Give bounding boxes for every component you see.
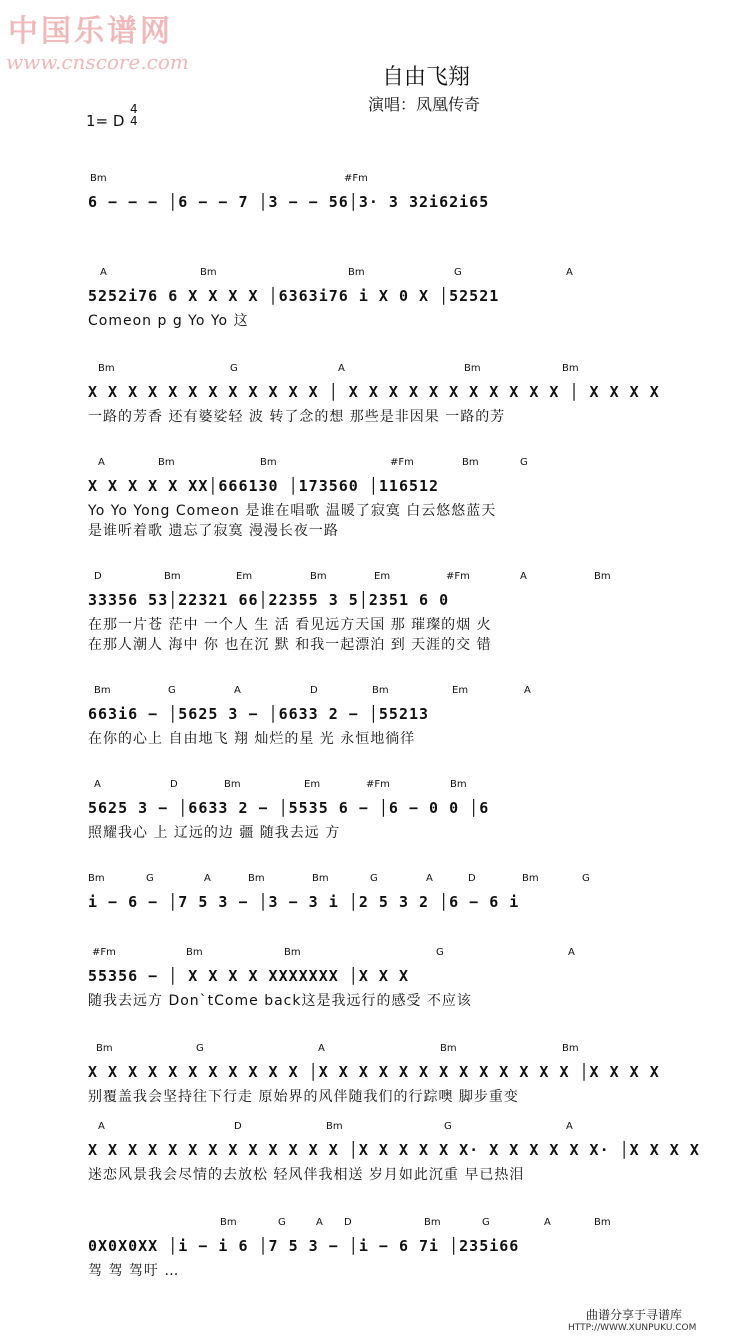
chord: Bm: [200, 267, 217, 278]
singer-credit: 演唱：凤凰传奇: [368, 95, 481, 114]
chord: A: [566, 1121, 573, 1132]
note-line: 663i6 − │5625 3 − │6633 2 − │55213: [88, 705, 430, 723]
chord: #Fm: [366, 779, 390, 790]
score-row: [88, 456, 628, 546]
score-row: [88, 872, 628, 922]
score-row: [88, 1216, 628, 1286]
score-row: [88, 266, 628, 336]
lyric-line: 别覆盖我会坚持往下行走 原始界的风伴随我们的行踪噢 脚步重变: [88, 1089, 519, 1105]
lyric-line: 随我去远方 Don`tCome back这是我远行的感受 不应该: [88, 993, 472, 1009]
chord: #Fm: [344, 173, 368, 184]
chord: Bm: [224, 779, 241, 790]
chord: A: [204, 873, 211, 884]
score-row: [88, 362, 660, 432]
chord: A: [94, 779, 101, 790]
note-line: 55356 − │ X X X X XXXXXXX │X X X: [88, 967, 409, 985]
chord: #Fm: [446, 571, 470, 582]
chord: Bm: [372, 685, 389, 696]
chord: A: [318, 1043, 325, 1054]
chord: A: [426, 873, 433, 884]
chord: G: [436, 947, 444, 958]
chord-line: [88, 684, 628, 698]
chord: A: [524, 685, 531, 696]
lyric-line: Comeon p g Yo Yo 这: [88, 313, 249, 329]
score-row: [88, 1120, 700, 1190]
note-line: X X X X X X X X X X X X X │X X X X X X· X X X X X X· │X X X X: [88, 1141, 700, 1159]
lyric-line: 在你的心上 自由地飞 翔 灿烂的星 光 永恒地徜徉: [88, 731, 416, 747]
time-signature-top: 4: [130, 102, 138, 116]
chord: Bm: [164, 571, 181, 582]
chord: Bm: [158, 457, 175, 468]
note-line: 5625 3 − │6633 2 − │5535 6 − │6 − 0 0 │6: [88, 799, 490, 817]
chord: G: [482, 1217, 490, 1228]
chord: Bm: [88, 873, 105, 884]
lyric-line: Yo Yo Yong Comeon 是谁在唱歌 温暖了寂寞 白云悠悠蓝天: [88, 503, 497, 519]
chord-line: [88, 266, 628, 280]
chord: G: [168, 685, 176, 696]
chord: G: [520, 457, 528, 468]
chord: D: [468, 873, 476, 884]
chord: A: [566, 267, 573, 278]
chord: Bm: [440, 1043, 457, 1054]
watermark-url: www.cnscore.com: [6, 50, 189, 74]
chord-line: [88, 456, 628, 470]
footer-url[interactable]: HTTP://WWW.XUNPUKU.COM: [568, 1323, 697, 1333]
note-line: 0X0X0XX │i − i 6 │7 5 3 − │i − 6 7i │235i66: [88, 1237, 520, 1255]
chord: Bm: [424, 1217, 441, 1228]
chord: A: [568, 947, 575, 958]
score-row: [88, 172, 628, 222]
chord-line: [88, 172, 628, 186]
lyric-line: 照耀我心 上 辽远的边 疆 随我去远 方: [88, 825, 341, 841]
chord: Bm: [562, 363, 579, 374]
time-signature: [130, 103, 138, 127]
chord: D: [234, 1121, 242, 1132]
note-line: 6 − − − │6 − − 7 │3 − − 56│3· 3 32i62i65: [88, 193, 490, 211]
chord: Bm: [522, 873, 539, 884]
watermark-logo: 中国乐谱网: [8, 14, 173, 49]
note-line: X X X X X X X X X X X X │ X X X X X X X X X X X │ X X X X: [88, 383, 660, 401]
chord: G: [444, 1121, 452, 1132]
lyric-line: 在那一片苍 茫中 一个人 生 活 看见远方天国 那 璀璨的烟 火: [88, 617, 492, 633]
score-row: [88, 1042, 660, 1112]
chord-line: [88, 1216, 628, 1230]
chord-line: [88, 872, 628, 886]
note-line: 5252i76 6 X X X X │6363i76 i X 0 X │52521: [88, 287, 500, 305]
chord: G: [278, 1217, 286, 1228]
chord: Bm: [594, 1217, 611, 1228]
score-row: [88, 946, 628, 1016]
chord: G: [582, 873, 590, 884]
footer-credit: 曲谱分享于寻谱库: [586, 1308, 683, 1322]
chord: Bm: [98, 363, 115, 374]
chord-line: [88, 778, 628, 792]
chord: D: [310, 685, 318, 696]
lyric-line: 是谁听着歌 遗忘了寂寞 漫漫长夜一路: [88, 523, 339, 539]
chord: #Fm: [390, 457, 414, 468]
lyric-line: 迷恋风景我会尽情的去放松 轻风伴我相送 岁月如此沉重 早已热泪: [88, 1167, 525, 1183]
time-signature-bottom: 4: [130, 114, 138, 128]
chord: A: [338, 363, 345, 374]
lyric-line: 一路的芳香 还有婆娑轻 波 转了念的想 那些是非因果 一路的芳: [88, 409, 506, 425]
chord: G: [230, 363, 238, 374]
chord: D: [94, 571, 102, 582]
chord: Bm: [220, 1217, 237, 1228]
chord: A: [544, 1217, 551, 1228]
score-row: [88, 684, 628, 754]
chord: Em: [236, 571, 253, 582]
note-line: X X X X X X X X X X X │X X X X X X X X X X X X X │X X X X: [88, 1063, 660, 1081]
chord: Bm: [594, 571, 611, 582]
chord: D: [344, 1217, 352, 1228]
chord: Bm: [312, 873, 329, 884]
chord: Bm: [260, 457, 277, 468]
chord-line: [88, 570, 628, 584]
chord: Bm: [464, 363, 481, 374]
chord: D: [170, 779, 178, 790]
chord: Em: [452, 685, 469, 696]
chord: A: [316, 1217, 323, 1228]
note-line: 33356 53│22321 66│22355 3 5│2351 6 0: [88, 591, 450, 609]
chord: G: [454, 267, 462, 278]
chord: Bm: [326, 1121, 343, 1132]
chord: Bm: [562, 1043, 579, 1054]
chord: Bm: [348, 267, 365, 278]
chord: Bm: [186, 947, 203, 958]
chord: Bm: [450, 779, 467, 790]
score-row: [88, 778, 628, 848]
chord: Em: [374, 571, 391, 582]
chord: Bm: [284, 947, 301, 958]
chord: A: [98, 1121, 105, 1132]
song-title: 自由飞翔: [382, 65, 471, 90]
chord: A: [98, 457, 105, 468]
chord: Bm: [96, 1043, 113, 1054]
key-signature: 1= D: [86, 112, 125, 130]
score-row: [88, 570, 628, 660]
chord: #Fm: [92, 947, 116, 958]
chord-line: [88, 362, 628, 376]
chord: G: [146, 873, 154, 884]
chord: Bm: [94, 685, 111, 696]
chord: Bm: [248, 873, 265, 884]
chord: Bm: [310, 571, 327, 582]
chord: A: [234, 685, 241, 696]
chord: G: [370, 873, 378, 884]
lyric-line: 在那人潮人 海中 你 也在沉 默 和我一起漂泊 到 天涯的交 错: [88, 637, 492, 653]
lyric-line: 驾 驾 驾吁 …: [88, 1263, 180, 1279]
chord: Bm: [90, 173, 107, 184]
chord-line: [88, 1120, 628, 1134]
chord-line: [88, 946, 628, 960]
chord: Bm: [462, 457, 479, 468]
chord: A: [100, 267, 107, 278]
chord: G: [196, 1043, 204, 1054]
note-line: X X X X X XX│666130 │173560 │116512: [88, 477, 440, 495]
chord-line: [88, 1042, 628, 1056]
chord: A: [520, 571, 527, 582]
note-line: i − 6 − │7 5 3 − │3 − 3 i │2 5 3 2 │6 − 6 i: [88, 893, 520, 911]
chord: Em: [304, 779, 321, 790]
